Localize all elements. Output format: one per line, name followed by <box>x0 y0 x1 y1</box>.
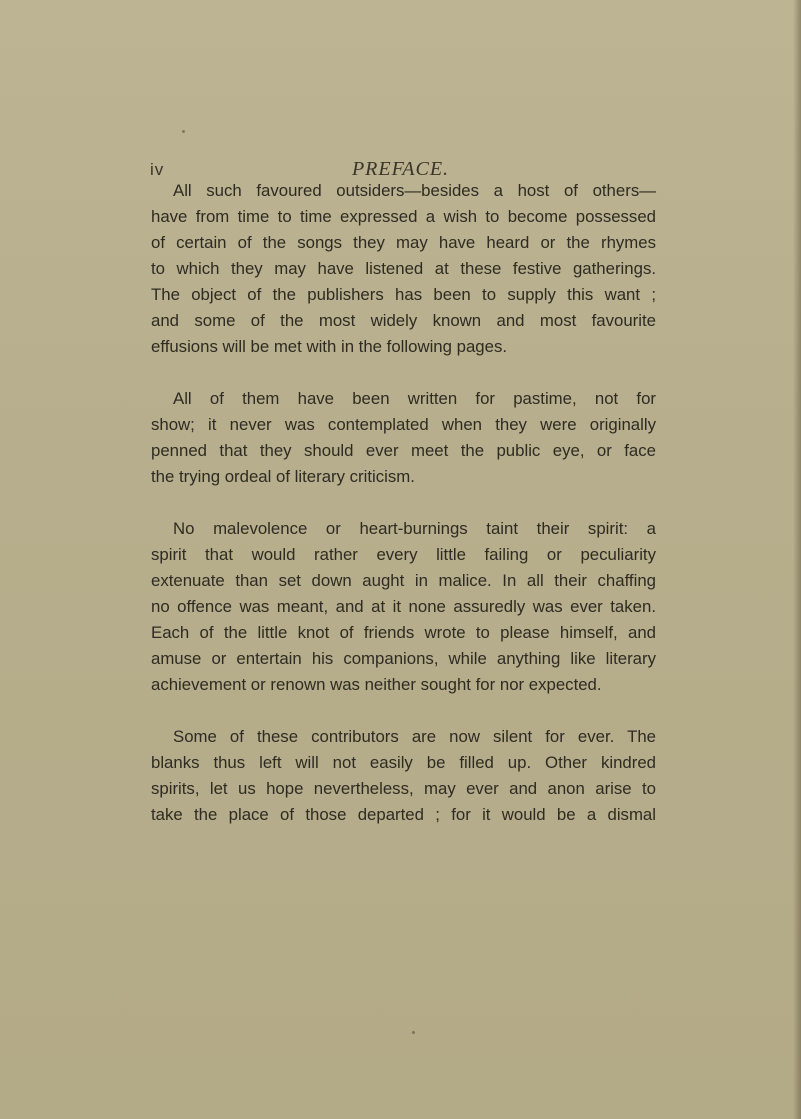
paper-speck <box>182 130 185 133</box>
page-number: iv <box>150 160 165 179</box>
text-line: to which they may have listened at these festive gatherings. <box>151 259 656 278</box>
text-line: Some of these contributors are now silent for ever. The <box>173 727 656 746</box>
text-line: spirit that would rather every little failing or peculiarity <box>151 545 656 564</box>
text-line: show; it never was contemplated when they were originally <box>151 415 656 434</box>
running-title: PREFACE. <box>351 158 450 180</box>
text-line: blanks thus left will not easily be filled up. Other kindred <box>151 753 656 772</box>
text-line: have from time to time expressed a wish to become possessed <box>151 207 656 226</box>
text-line: penned that they should ever meet the public eye, or face <box>151 441 656 460</box>
text-line: effusions will be met with in the following pages. <box>151 337 508 356</box>
paper-speck <box>412 1031 415 1034</box>
paragraph-2 <box>151 386 656 490</box>
text-line: Each of the little knot of friends wrote to please himself, and <box>151 623 656 642</box>
text-line: and some of the most widely known and most favourite <box>151 311 656 330</box>
text-line: All of them have been written for pastime, not for <box>173 389 656 408</box>
text-line: achievement or renown was neither sought for nor expected. <box>151 675 602 694</box>
text-line: the trying ordeal of literary criticism. <box>151 467 415 486</box>
text-line: The object of the publishers has been to supply this want ; <box>151 285 656 304</box>
text-line: spirits, let us hope nevertheless, may ever and anon arise to <box>151 779 656 798</box>
text-line: amuse or entertain his companions, while anything like literary <box>151 649 656 668</box>
paragraph-3 <box>151 516 656 698</box>
paragraph-1 <box>151 178 656 360</box>
paragraph-4 <box>151 724 656 828</box>
text-line: All such favoured outsiders—besides a host of others— <box>173 181 656 200</box>
text-line: of certain of the songs they may have heard or the rhymes <box>151 233 656 252</box>
text-line: No malevolence or heart-burnings taint their spirit: a <box>173 519 656 538</box>
text-line: no offence was meant, and at it none assuredly was ever taken. <box>151 597 656 616</box>
text-line: take the place of those departed ; for it would be a dismal <box>151 805 656 824</box>
body-text <box>151 178 656 854</box>
text-line: extenuate than set down aught in malice. In all their chaffing <box>151 571 656 590</box>
